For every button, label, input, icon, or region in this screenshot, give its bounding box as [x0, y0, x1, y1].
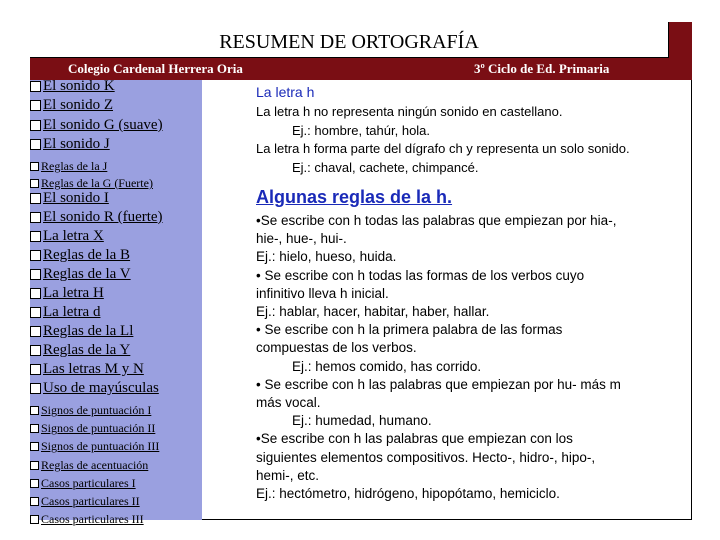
- rule-line: • Se escribe con h todas las formas de los verbos cuyo: [256, 267, 585, 283]
- sidebar-item-label[interactable]: Las letras M y N: [43, 361, 144, 378]
- sidebar-item-label[interactable]: El sonido Z: [43, 97, 113, 114]
- corner-accent: [668, 22, 692, 58]
- rule-line: •Se escribe con h todas las palabras que empiezan por hia-,: [256, 213, 617, 228]
- main-content: [256, 84, 686, 503]
- sidebar-item-label[interactable]: El sonido R (fuerte): [43, 209, 163, 226]
- sidebar-item-label[interactable]: La letra d: [43, 304, 101, 321]
- sidebar-item[interactable]: [30, 175, 153, 191]
- sidebar-item-label[interactable]: Uso de mayúsculas: [43, 380, 159, 397]
- sidebar-item[interactable]: [30, 228, 104, 245]
- checkbox-bullet-icon: [30, 100, 41, 111]
- sidebar-item[interactable]: [30, 158, 107, 174]
- rule-line: hemi-, etc.: [256, 467, 320, 483]
- rules-heading: Algunas reglas de la h.: [256, 187, 453, 207]
- rules-block: [256, 212, 686, 503]
- section-title: La letra h: [256, 84, 315, 100]
- header-bar: [30, 58, 692, 80]
- checkbox-bullet-icon: [30, 212, 41, 223]
- checkbox-bullet-icon: [30, 81, 41, 92]
- checkbox-bullet-icon: [30, 461, 39, 470]
- intro-line: La letra h forma parte del dígrafo ch y representa un solo sonido.: [256, 141, 630, 156]
- sidebar-item[interactable]: [30, 475, 136, 491]
- rule-line: Ej.: hemos comido, has corrido.: [292, 358, 482, 374]
- sidebar-item-label[interactable]: Casos particulares III: [41, 511, 144, 526]
- checkbox-bullet-icon: [30, 120, 41, 131]
- checkbox-bullet-icon: [30, 364, 41, 375]
- rule-line: Ej.: humedad, humano.: [292, 413, 432, 429]
- sidebar-item-label[interactable]: El sonido J: [43, 136, 110, 153]
- sidebar-item-label[interactable]: La letra X: [43, 228, 104, 245]
- sidebar-item[interactable]: [30, 511, 144, 527]
- sidebar-item-label[interactable]: Reglas de la B: [43, 247, 131, 264]
- sidebar-item-label[interactable]: Reglas de acentuación: [41, 457, 149, 472]
- sidebar-item[interactable]: [30, 78, 115, 95]
- sidebar-item-label[interactable]: Reglas de la J: [41, 158, 108, 173]
- sidebar-item[interactable]: [30, 420, 155, 436]
- rule-line: • Se escribe con h las palabras que empiezan por hu- más m: [256, 376, 621, 392]
- checkbox-bullet-icon: [30, 139, 41, 150]
- checkbox-bullet-icon: [30, 307, 41, 318]
- rule-line: siguientes elementos compositivos. Hecto-, hidro-, hipo-,: [256, 449, 596, 465]
- sidebar-item[interactable]: [30, 438, 159, 454]
- sidebar-nav: [30, 78, 202, 526]
- sidebar-item[interactable]: [30, 285, 104, 302]
- rule-line: Ej.: hielo, hueso, huida.: [256, 249, 397, 265]
- sidebar-item-label[interactable]: Reglas de la Ll: [43, 323, 134, 340]
- checkbox-bullet-icon: [30, 193, 41, 204]
- rule-line: • Se escribe con h la primera palabra de las formas: [256, 322, 563, 338]
- sidebar-item-label[interactable]: Reglas de la V: [43, 266, 131, 283]
- sidebar-item[interactable]: [30, 136, 110, 153]
- checkbox-bullet-icon: [30, 497, 39, 506]
- sidebar-item[interactable]: [30, 361, 144, 378]
- checkbox-bullet-icon: [30, 326, 41, 337]
- sidebar-item-label[interactable]: El sonido K: [43, 78, 115, 95]
- sidebar-item-label[interactable]: Casos particulares I: [41, 475, 136, 490]
- checkbox-bullet-icon: [30, 179, 39, 188]
- sidebar-item[interactable]: [30, 266, 131, 283]
- sidebar-item[interactable]: [30, 380, 159, 397]
- sidebar-item[interactable]: [30, 97, 113, 114]
- sidebar-item[interactable]: [30, 304, 100, 321]
- rule-line: compuestas de los verbos.: [256, 340, 417, 356]
- checkbox-bullet-icon: [30, 406, 39, 415]
- checkbox-bullet-icon: [30, 250, 41, 261]
- checkbox-bullet-icon: [30, 515, 39, 524]
- rule-line: más vocal.: [256, 395, 321, 411]
- intro-line: La letra h no representa ningún sonido en castellano.: [256, 104, 563, 119]
- page-title: RESUMEN DE ORTOGRAFÍA: [219, 31, 479, 53]
- rule-line: hie-, hue-, hui-.: [256, 231, 347, 247]
- sidebar-item-label[interactable]: Signos de puntuación III: [41, 438, 160, 453]
- checkbox-bullet-icon: [30, 162, 39, 171]
- sidebar-item-label[interactable]: Reglas de la Y: [43, 342, 131, 359]
- rule-line: infinitivo lleva h inicial.: [256, 285, 389, 301]
- checkbox-bullet-icon: [30, 424, 39, 433]
- checkbox-bullet-icon: [30, 231, 41, 242]
- sidebar-item-label[interactable]: Casos particulares II: [41, 493, 140, 508]
- sidebar-item-label[interactable]: El sonido G (suave): [43, 117, 163, 134]
- sidebar-item-label[interactable]: Reglas de la G (Fuerte): [41, 175, 153, 190]
- title-box: [30, 22, 668, 58]
- intro-block: [256, 103, 686, 177]
- rule-line: •Se escribe con h las palabras que empiezan con los: [256, 431, 573, 447]
- sidebar-item-label[interactable]: Signos de puntuación II: [41, 420, 156, 435]
- checkbox-bullet-icon: [30, 288, 41, 299]
- sidebar-item[interactable]: [30, 402, 151, 418]
- checkbox-bullet-icon: [30, 345, 41, 356]
- sidebar-item[interactable]: [30, 117, 163, 134]
- rule-line: Ej.: hectómetro, hidrógeno, hipopótamo, hemiciclo.: [256, 486, 560, 502]
- sidebar-item-label[interactable]: La letra H: [43, 285, 104, 302]
- checkbox-bullet-icon: [30, 442, 39, 451]
- intro-line: Ej.: chaval, cachete, chimpancé.: [292, 159, 479, 175]
- sidebar-item-label[interactable]: El sonido I: [43, 190, 109, 207]
- sidebar-item[interactable]: [30, 457, 148, 473]
- checkbox-bullet-icon: [30, 479, 39, 488]
- sidebar-item-label[interactable]: Signos de puntuación I: [41, 402, 152, 417]
- checkbox-bullet-icon: [30, 269, 41, 280]
- school-name: Colegio Cardenal Herrera Oria: [68, 61, 243, 76]
- checkbox-bullet-icon: [30, 383, 41, 394]
- rule-line: Ej.: hablar, hacer, habitar, haber, hallar.: [256, 304, 490, 320]
- sidebar-item[interactable]: [30, 323, 133, 340]
- sidebar-item[interactable]: [30, 209, 163, 226]
- sidebar-item[interactable]: [30, 493, 140, 509]
- sidebar-item[interactable]: [30, 190, 109, 207]
- intro-line: Ej.: hombre, tahúr, hola.: [292, 122, 431, 138]
- sidebar-item[interactable]: [30, 247, 130, 264]
- sidebar-item[interactable]: [30, 342, 130, 359]
- cycle-label: 3º Ciclo de Ed. Primaria: [474, 61, 610, 76]
